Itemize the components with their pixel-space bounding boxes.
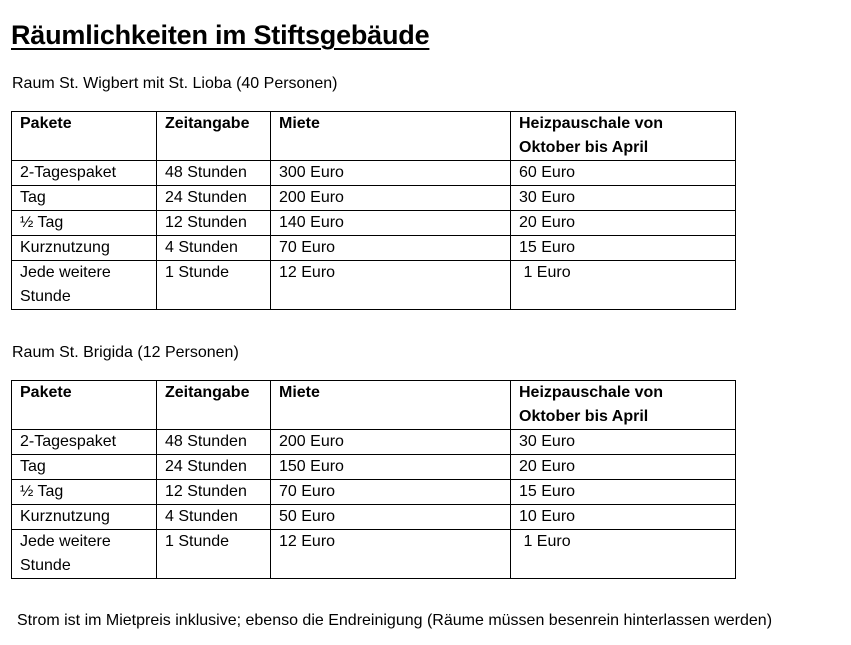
header-heizpauschale: Heizpauschale von Oktober bis April: [511, 112, 736, 161]
table-row: [12, 455, 736, 480]
cell-heizung: 15 Euro: [511, 236, 736, 261]
cell-zeit: 4 Stunden: [157, 505, 271, 530]
header-zeitangabe: Zeitangabe: [157, 112, 271, 161]
cell-paket: 2-Tagespaket: [12, 161, 157, 186]
cell-zeit: 48 Stunden: [157, 430, 271, 455]
cell-paket: Tag: [12, 455, 157, 480]
cell-heizung: 20 Euro: [511, 455, 736, 480]
cell-zeit: 1 Stunde: [157, 530, 271, 579]
cell-heizung: 30 Euro: [511, 186, 736, 211]
cell-miete: 50 Euro: [271, 505, 511, 530]
room-title-wigbert: Raum St. Wigbert mit St. Lioba (40 Personen): [12, 75, 338, 92]
cell-paket: Kurznutzung: [12, 236, 157, 261]
header-heizpauschale: Heizpauschale von Oktober bis April: [511, 381, 736, 430]
cell-paket: Tag: [12, 186, 157, 211]
cell-zeit: 24 Stunden: [157, 455, 271, 480]
cell-heizung: 20 Euro: [511, 211, 736, 236]
header-pakete: Pakete: [12, 112, 157, 161]
table-row: [12, 186, 736, 211]
cell-miete: 200 Euro: [271, 430, 511, 455]
cell-paket: Jede weitere Stunde: [12, 530, 157, 579]
cell-heizung: 1 Euro: [511, 261, 736, 310]
room-title-brigida: Raum St. Brigida (12 Personen): [12, 344, 239, 361]
cell-zeit: 1 Stunde: [157, 261, 271, 310]
cell-paket: Kurznutzung: [12, 505, 157, 530]
price-table-wigbert: [11, 111, 736, 310]
cell-miete: 200 Euro: [271, 186, 511, 211]
table-row: [12, 211, 736, 236]
cell-heizung: 60 Euro: [511, 161, 736, 186]
header-miete: Miete: [271, 112, 511, 161]
cell-miete: 12 Euro: [271, 530, 511, 579]
price-table-brigida: [11, 380, 736, 579]
table-row: [12, 480, 736, 505]
table-header-row: [12, 112, 736, 161]
footer-note: Strom ist im Mietpreis inklusive; ebenso die Endreinigung (Räume müssen besenrein hinterlassen werden): [17, 612, 773, 629]
table-row: [12, 261, 736, 310]
cell-heizung: 30 Euro: [511, 430, 736, 455]
page-title: Räumlichkeiten im Stiftsgebäude: [11, 20, 430, 50]
cell-heizung: 15 Euro: [511, 480, 736, 505]
cell-miete: 150 Euro: [271, 455, 511, 480]
cell-miete: 70 Euro: [271, 236, 511, 261]
cell-paket: Jede weitere Stunde: [12, 261, 157, 310]
table-row: [12, 505, 736, 530]
header-miete: Miete: [271, 381, 511, 430]
table-header-row: [12, 381, 736, 430]
table-row: [12, 161, 736, 186]
cell-miete: 140 Euro: [271, 211, 511, 236]
cell-heizung: 1 Euro: [511, 530, 736, 579]
cell-zeit: 12 Stunden: [157, 480, 271, 505]
header-pakete: Pakete: [12, 381, 157, 430]
cell-miete: 70 Euro: [271, 480, 511, 505]
table-row: [12, 530, 736, 579]
table-row: [12, 430, 736, 455]
header-zeitangabe: Zeitangabe: [157, 381, 271, 430]
cell-zeit: 12 Stunden: [157, 211, 271, 236]
cell-miete: 300 Euro: [271, 161, 511, 186]
cell-miete: 12 Euro: [271, 261, 511, 310]
table-row: [12, 236, 736, 261]
cell-paket: ½ Tag: [12, 480, 157, 505]
cell-paket: 2-Tagespaket: [12, 430, 157, 455]
cell-heizung: 10 Euro: [511, 505, 736, 530]
cell-paket: ½ Tag: [12, 211, 157, 236]
cell-zeit: 48 Stunden: [157, 161, 271, 186]
cell-zeit: 4 Stunden: [157, 236, 271, 261]
cell-zeit: 24 Stunden: [157, 186, 271, 211]
